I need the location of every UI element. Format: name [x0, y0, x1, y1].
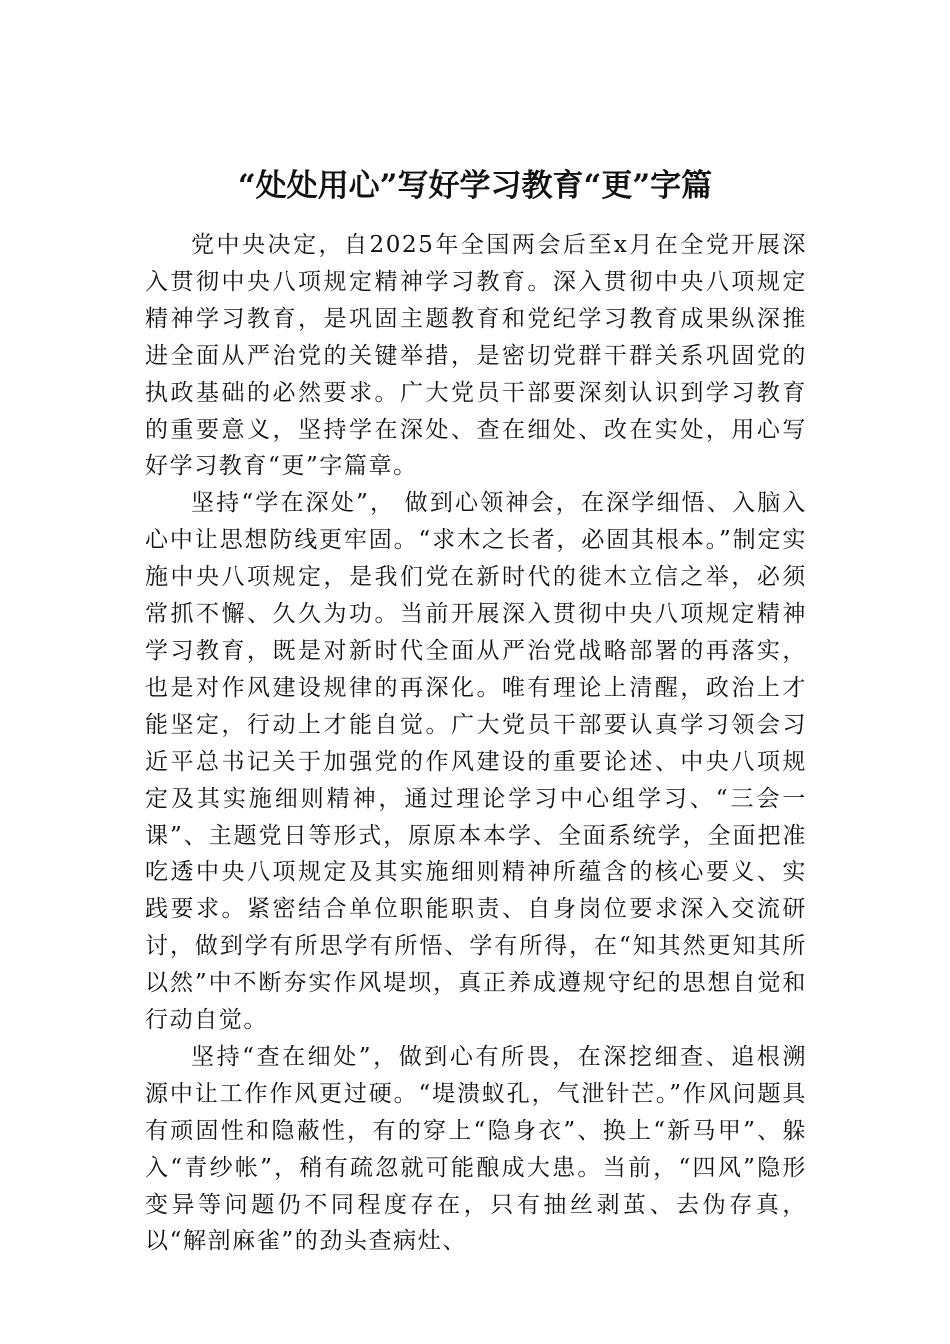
document-body [145, 227, 807, 1260]
document-title: “处处用心”写好学习教育“更”字篇 [237, 168, 713, 204]
paragraph-check-detail: 坚持“查在细处”，做到心有所畏，在深挖细查、追根溯源中让工作作风更过硬。“堤溃蚁孔，气泄针芒。”作风问题具有顽固性和隐蔽性，有的穿上“隐身衣”、换上“新马甲”、躲入“青纱帐”，稍有疏忽就可能酿成大患。当前，“四风”隐形变异等问题仍不同程度存在，只有抽丝剥茧、去伪存真，以“解剖麻雀”的劲头查病灶、 [145, 1043, 807, 1255]
paragraph-study-deep: 坚持“学在深处”， 做到心领神会，在深学细悟、入脑入心中让思想防线更牢固。“求木之长者，必固其根本。”制定实施中央八项规定，是我们党在新时代的徙木立信之举，必须常抓不懈、久久为功。当前开展深入贯彻中央八项规定精神学习教育，既是对新时代全面从严治党战略部署的再落实，也是对作风建设规律的再深化。唯有理论上清醒，政治上才能坚定，行动上才能自觉。广大党员干部要认真学习领会习近平总书记关于加强党的作风建设的重要论述、中央八项规定及其实施细则精神，通过理论学习中心组学习、“三会一课”、主题党日等形式，原原本本学、全面系统学，全面把准吃透中央八项规定及其实施细则精神所蕴含的核心要义、实践要求。紧密结合单位职能职责、自身岗位要求深入交流研讨，做到学有所思学有所悟、学有所得，在“知其然更知其所以然”中不断夯实作风堤坝，真正养成遵规守纪的思想自觉和行动自觉。 [145, 490, 807, 1034]
paragraph-intro: 党中央决定，自2025年全国两会后至x月在全党开展深入贯彻中央八项规定精神学习教育。深入贯彻中央八项规定精神学习教育，是巩固主题教育和党纪学习教育成果纵深推进全面从严治党的关键举措，是密切党群干群关系巩固党的执政基础的必然要求。广大党员干部要深刻认识到学习教育的重要意义，坚持学在深处、查在细处、改在实处，用心写好学习教育“更”字篇章。 [145, 232, 807, 480]
